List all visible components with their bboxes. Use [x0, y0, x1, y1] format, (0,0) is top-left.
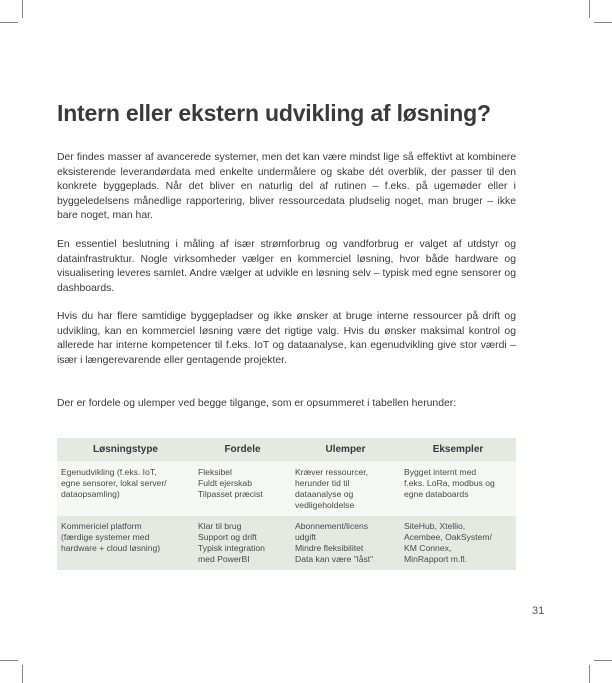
cell-disadvantages	[291, 461, 400, 516]
cell-line: egne sensorer, lokal server/	[61, 478, 167, 488]
cell-line: herunder tid til	[295, 478, 350, 488]
cell-line: hardware + cloud løsning)	[61, 543, 161, 553]
crop-mark	[589, 0, 590, 18]
cell-solution-type	[57, 516, 194, 570]
crop-mark	[22, 665, 23, 683]
header-solution-type: Løsningstype	[57, 438, 194, 461]
header-advantages: Fordele	[194, 438, 291, 461]
cell-advantages	[194, 461, 291, 516]
cell-line: Fleksibel	[198, 467, 232, 477]
cell-line: Bygget internt med	[404, 467, 477, 477]
cell-line: Support og drift	[198, 532, 257, 542]
paragraph-decision: En essentiel beslutning i måling af især strømforbrug og vandforbrug er valget af utdstyr og datainfrastruktur. Nogle virksomheder vælger en kommerciel løsning, hvor både hardware og visualisering leveres samlet. Andre vælger at udvikle en løsning selv – typisk med egne sensorer og dashboards.	[57, 239, 516, 294]
header-examples: Eksempler	[400, 438, 516, 461]
cell-line: dataanalyse og	[295, 489, 354, 499]
cell-line: MinRapport m.fl.	[404, 554, 468, 564]
comparison-table	[57, 438, 516, 570]
crop-mark	[594, 22, 612, 23]
cell-line: Mindre fleksibilitet	[295, 543, 364, 553]
paragraph-intro: Der findes masser af avancerede systemer, men det kan være mindst lige så effektivt at kombinere eksisterende leverandørdata med enkelte undermålere og skabe dét overblik, der passer til den konkrete byggeplads. Når det bliver en naturlig del af rutinen – f.eks. på ugemøder eller i byggeledelsens månedlige rapportering, bliver ressourcedata pludselig noget, man bruger – ikke bare noget, man har.	[57, 152, 516, 222]
header-disadvantages: Ulemper	[291, 438, 400, 461]
cell-line: med PowerBI	[198, 554, 250, 564]
cell-line: Data kan være "låst"	[295, 554, 374, 564]
cell-line: Acembee, OakSystem/	[404, 532, 492, 542]
cell-line: f.eks. LoRa, modbus og	[404, 478, 495, 488]
crop-mark	[589, 665, 590, 683]
page-title: Intern eller ekstern udvikling af løsning?	[57, 100, 491, 126]
cell-line: KM Connex,	[404, 543, 452, 553]
cell-line: Klar til brug	[198, 521, 242, 531]
cell-solution-type	[57, 461, 194, 516]
cell-line: SiteHub, Xtellio,	[404, 521, 466, 531]
cell-advantages	[194, 516, 291, 570]
crop-mark	[0, 660, 18, 661]
cell-examples	[400, 516, 516, 570]
cell-disadvantages	[291, 516, 400, 570]
crop-mark	[0, 22, 18, 23]
crop-mark	[594, 660, 612, 661]
cell-line: Typisk integration	[198, 543, 265, 553]
cell-line: Kommericiel platform	[61, 521, 142, 531]
table-header-row	[57, 438, 516, 461]
cell-line: vedligeholdelse	[295, 500, 355, 510]
cell-line: Egenudvikling (f.eks. IoT,	[61, 467, 157, 477]
cell-line: dataopsamling)	[61, 489, 120, 499]
cell-line: Kræver ressourcer,	[295, 467, 369, 477]
table-row	[57, 516, 516, 570]
paragraph-table-lead: Der er fordele og ulemper ved begge tilgange, som er opsummeret i tabellen herunder:	[57, 398, 457, 409]
cell-line: Abonnement/licens	[295, 521, 369, 531]
cell-line: Fuldt ejerskab	[198, 478, 252, 488]
cell-examples	[400, 461, 516, 516]
cell-line: Tilpasset præcist	[198, 489, 263, 499]
table-row	[57, 461, 516, 516]
cell-line: egne databoards	[404, 489, 469, 499]
cell-line: udgift	[295, 532, 317, 542]
page-number: 31	[532, 605, 545, 617]
cell-line: (færdige systemer med	[61, 532, 150, 542]
crop-mark	[22, 0, 23, 18]
paragraph-recommendation: Hvis du har flere samtidige byggepladser og ikke ønsker at bruge interne ressourcer på drift og udvikling, kan en kommerciel løsning være det rigtige valg. Hvis du ønsker maksimal kontrol og allerede har interne kompetencer til f.eks. IoT og dataanalyse, kan egenudvikling give stor værdi – især i længerevarende eller gentagende projekter.	[57, 311, 516, 366]
